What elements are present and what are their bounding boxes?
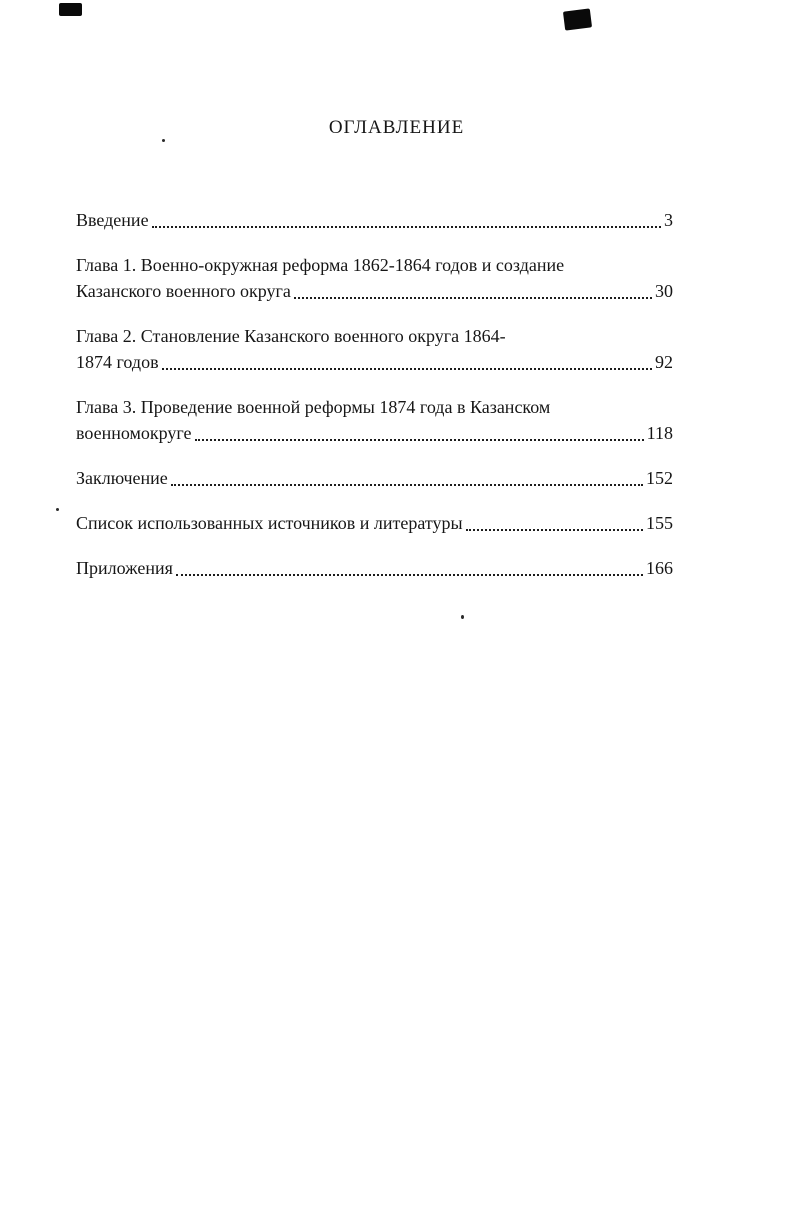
scan-dot [461, 615, 464, 619]
toc-entry-label: Казанского военного округа [76, 281, 291, 301]
scan-dot [162, 139, 165, 142]
scan-artifact [563, 8, 592, 30]
toc-entry-label: Список использованных источников и литературы [76, 513, 463, 533]
toc-entry [76, 465, 673, 491]
toc-page-number: 118 [646, 423, 673, 443]
dot-leader [195, 439, 644, 441]
table-of-contents [76, 207, 673, 600]
toc-entry-label: военномокруге [76, 423, 192, 443]
toc-entry-label: Приложения [76, 558, 173, 578]
scan-artifact [59, 3, 82, 16]
dot-leader [171, 484, 643, 486]
toc-entry-line [76, 278, 673, 304]
toc-entry-label: Заключение [76, 468, 168, 488]
toc-entry-line [76, 510, 673, 536]
toc-entry-line [76, 465, 673, 491]
toc-entry [76, 323, 673, 375]
toc-page-number: 166 [646, 558, 673, 578]
toc-entry [76, 207, 673, 233]
toc-page-number: 152 [646, 468, 673, 488]
toc-entry-label: Введение [76, 210, 149, 230]
toc-entry-line [76, 555, 673, 581]
toc-page-number: 3 [664, 210, 673, 230]
scan-dot [56, 508, 59, 511]
dot-leader [294, 297, 652, 299]
dot-leader [176, 574, 643, 576]
toc-entry-title-line: Глава 1. Военно-окружная реформа 1862-1864 годов и создание [76, 255, 565, 275]
toc-page-number: 92 [655, 352, 673, 372]
toc-entry-line [76, 420, 673, 446]
page-title: ОГЛАВЛЕНИЕ [328, 117, 465, 138]
dot-leader [466, 529, 643, 531]
toc-page-number: 30 [655, 281, 673, 301]
toc-entry-line [76, 207, 673, 233]
toc-entry [76, 252, 673, 304]
dot-leader [152, 226, 661, 228]
toc-entry-line [76, 349, 673, 375]
toc-entry-title-line: Глава 2. Становление Казанского военного округа 1864- [76, 326, 506, 346]
toc-page-number: 155 [646, 513, 673, 533]
toc-entry-title-line: Глава 3. Проведение военной реформы 1874 года в Казанском [76, 397, 551, 417]
toc-entry [76, 555, 673, 581]
toc-entry [76, 510, 673, 536]
toc-entry-label: 1874 годов [76, 352, 159, 372]
toc-entry [76, 394, 673, 446]
dot-leader [162, 368, 652, 370]
